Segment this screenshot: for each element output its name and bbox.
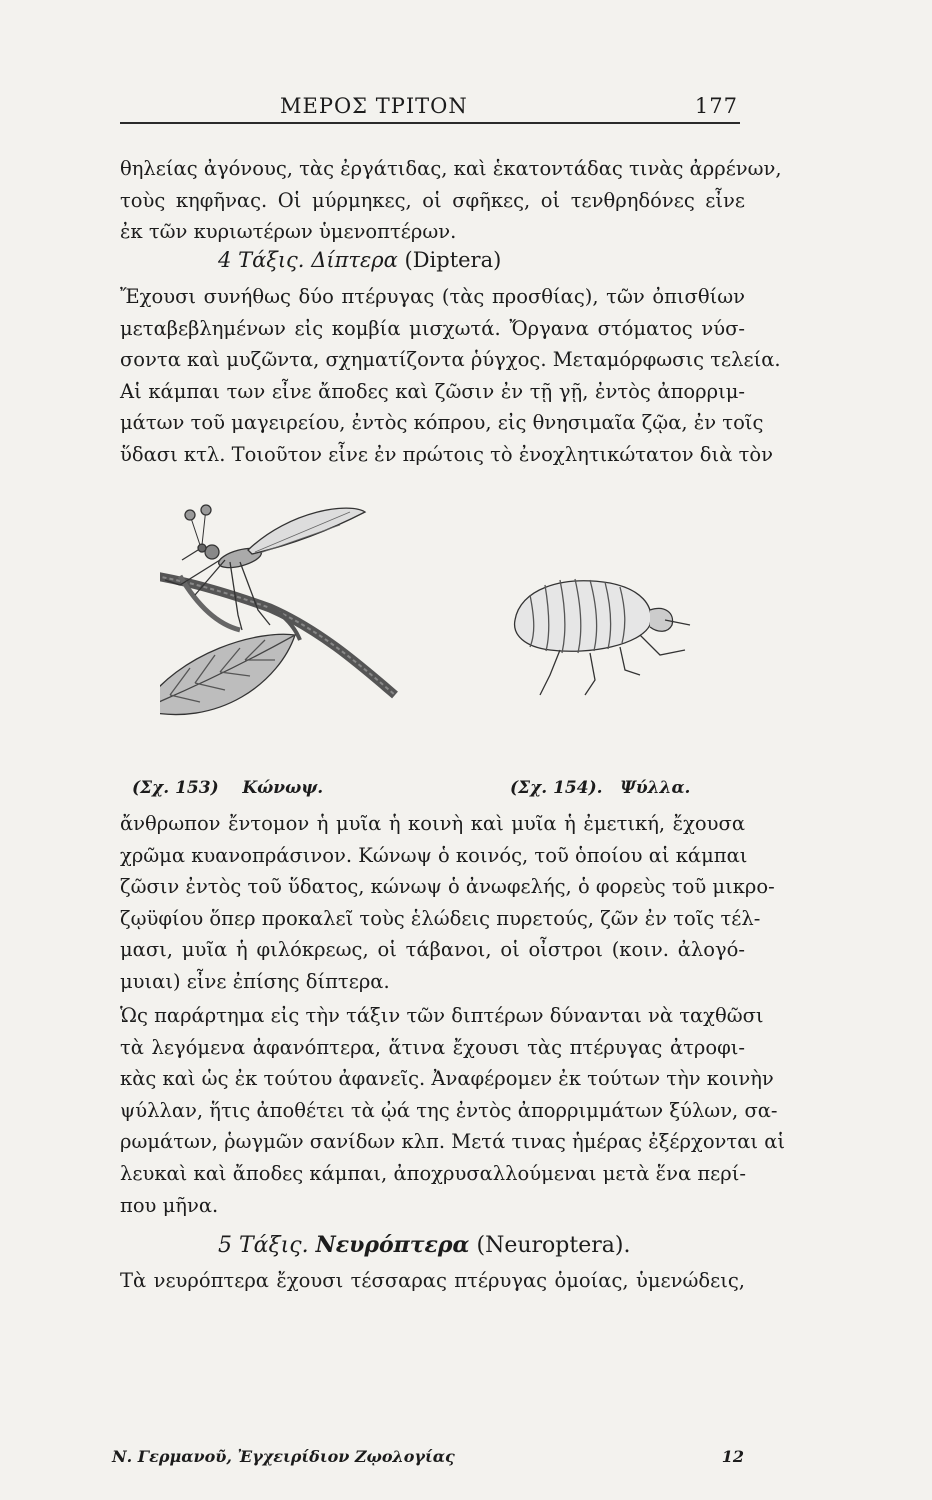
section-heading-diptera bbox=[218, 248, 501, 272]
header-title: ΜΕΡΟΣ ΤΡΙΤΟΝ bbox=[280, 94, 468, 118]
text-line: τὰ λεγόμενα ἀφανόπτερα, ἅτινα ἔχουσι τὰς πτέρυγας ἀτροφι- bbox=[120, 1035, 745, 1059]
section-heading-neuroptera bbox=[218, 1232, 630, 1258]
text-line: ψύλλαν, ἥτις ἀποθέτει τὰ ᾠά της ἐντὸς ἀπορριμμάτων ξύλων, σα- bbox=[120, 1098, 778, 1122]
section-number: 4 bbox=[218, 248, 232, 272]
text-line: χρῶμα κυανοπράσινον. Κώνωψ ὁ κοινός, τοῦ ὁποίου αἱ κάμπαι bbox=[120, 843, 748, 867]
text-line: Ἔχουσι συνήθως δύο πτέρυγας (τὰς προσθίας), τῶν ὀπισθίων bbox=[120, 285, 745, 308]
text-line: ρωμάτων, ῥωγμῶν σανίδων κλπ. Μετά τινας ἡμέρας ἐξέρχονται αἱ bbox=[120, 1130, 786, 1154]
text-line: ἄνθρωπον ἔντομον ἡ μυῖα ἡ κοινὴ καὶ μυῖα ἡ ἐμετική, ἔχουσα bbox=[120, 812, 745, 835]
section-name: Νευρόπτερα bbox=[315, 1232, 470, 1258]
signature-mark: 12 bbox=[721, 1447, 744, 1466]
text-line: θηλείας ἀγόνους, τὰς ἐργάτιδας, καὶ ἑκατοντάδας τινὰς ἀρρένων, bbox=[120, 157, 782, 180]
caption-name: Ψύλλα. bbox=[620, 778, 691, 798]
text-line: τοὺς κηφῆνας. Οἱ μύρμηκες, οἱ σφῆκες, οἱ τενθρηδόνες εἶνε bbox=[120, 188, 745, 212]
text-line: Τὰ νευρόπτερα ἔχουσι τέσσαρας πτέρυγας ὁμοίας, ὑμενώδεις, bbox=[120, 1269, 745, 1292]
section-number: 5 bbox=[218, 1233, 232, 1258]
paragraph-continuation bbox=[120, 153, 782, 248]
footer-author: Ν. Γερμανοῦ, Ἐγχειρίδιον Ζῳολογίας bbox=[112, 1447, 455, 1466]
text-line: ζῶσιν ἐντὸς τοῦ ὕδατος, κώνωψ ὁ ἀνωφελής, ὁ φορεὺς τοῦ μικρο- bbox=[120, 875, 775, 899]
text-line: μεταβεβλημένων εἰς κομβία μισχωτά. Ὄργανα στόματος νύσ- bbox=[120, 316, 745, 340]
paragraph-flies bbox=[120, 808, 775, 998]
text-line: μυιαι) εἶνε ἐπίσης δίπτερα. bbox=[120, 969, 390, 993]
text-line: ὕδασι κτλ. Τοιοῦτον εἶνε ἐν πρώτοις τὸ ἐνοχλητικώτατον διὰ τὸν bbox=[120, 442, 773, 466]
page-number: 177 bbox=[694, 94, 738, 118]
figure-caption-154 bbox=[510, 778, 690, 798]
figure-caption-153 bbox=[132, 778, 323, 798]
text-line: λευκαὶ καὶ ἄποδες κάμπαι, ἀποχρυσαλλούμεναι μετὰ ἕνα περί- bbox=[120, 1161, 746, 1185]
section-name: Δίπτερα bbox=[311, 248, 398, 272]
text-line: Ὡς παράρτημα εἰς τὴν τάξιν τῶν διπτέρων δύνανται νὰ ταχθῶσι bbox=[120, 1004, 764, 1027]
flea-illustration bbox=[500, 565, 700, 705]
section-latin: (Neuroptera). bbox=[476, 1233, 631, 1258]
paragraph-aphaniptera bbox=[120, 1000, 786, 1221]
paragraph-neuroptera bbox=[120, 1265, 745, 1297]
section-label: Τάξις. bbox=[238, 248, 305, 272]
text-line: κὰς καὶ ὡς ἐκ τούτου ἀφανεῖς. Ἀναφέρομεν ἐκ τούτων τὴν κοινὴν bbox=[120, 1067, 774, 1091]
section-latin: (Diptera) bbox=[404, 248, 502, 272]
page-footer bbox=[112, 1447, 744, 1473]
paragraph-diptera bbox=[120, 281, 781, 471]
section-label: Τάξις. bbox=[239, 1233, 309, 1258]
text-line: σοντα καὶ μυζῶντα, σχηματίζοντα ῥύγχος. Μεταμόρφωσις τελεία. bbox=[120, 348, 781, 372]
caption-name: Κώνωψ. bbox=[242, 778, 324, 798]
running-header bbox=[120, 92, 740, 124]
text-line: Αἱ κάμπαι των εἶνε ἄποδες καὶ ζῶσιν ἐν τῇ γῇ, ἐντὸς ἀπορριμ- bbox=[120, 379, 745, 403]
text-line: μασι, μυῖα ἡ φιλόκρεως, οἱ τάβανοι, οἱ οἶστροι (κοιν. ἀλογό- bbox=[120, 938, 745, 962]
caption-number: (Σχ. 153) bbox=[132, 778, 219, 798]
text-line: ἐκ τῶν κυριωτέρων ὑμενοπτέρων. bbox=[120, 220, 457, 244]
mosquito-illustration bbox=[160, 490, 420, 770]
text-line: ζῳϋφίου ὅπερ προκαλεῖ τοὺς ἑλώδεις πυρετούς, ζῶν ἐν τοῖς τέλ- bbox=[120, 906, 761, 930]
text-line: που μῆνα. bbox=[120, 1193, 219, 1217]
caption-number: (Σχ. 154). bbox=[510, 778, 603, 798]
text-line: μάτων τοῦ μαγειρείου, ἐντὸς κόπρου, εἰς θνησιμαῖα ζῷα, ἐν τοῖς bbox=[120, 411, 764, 435]
